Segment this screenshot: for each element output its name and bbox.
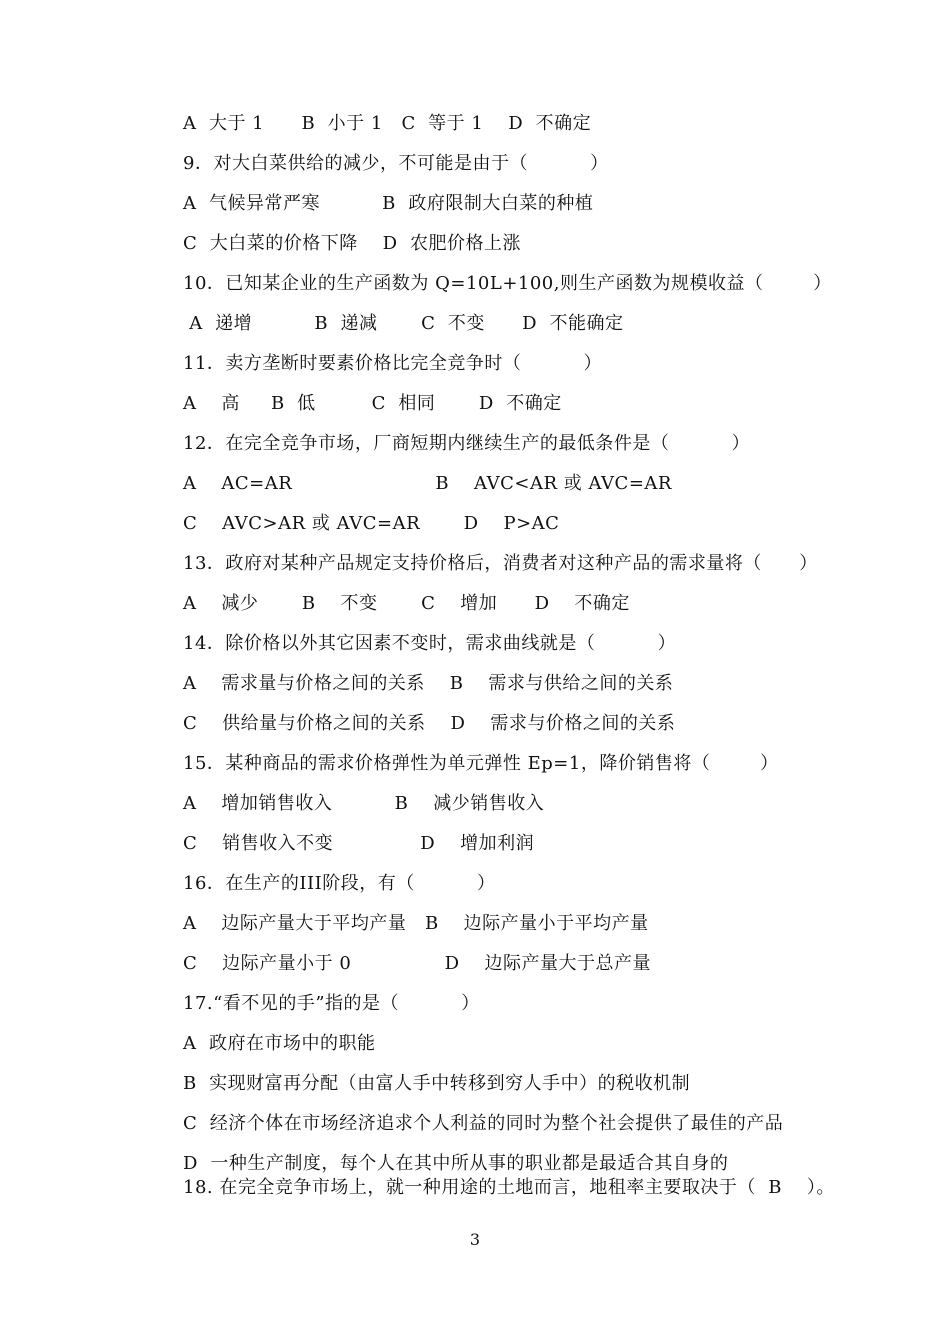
question-17: 17.“看不见的手”指的是（ ） xyxy=(183,993,480,1014)
option-line-14b: C 供给量与价格之间的关系 D 需求与价格之间的关系 xyxy=(183,713,676,734)
question-11: 11．卖方垄断时要素价格比完全竞争时（ ） xyxy=(183,353,603,374)
option-line-14a: A 需求量与价格之间的关系 B 需求与供给之间的关系 xyxy=(183,673,674,694)
option-17a: A 政府在市场中的职能 xyxy=(183,1033,376,1054)
option-line-9a: A 气候异常严寒 B 政府限制大白菜的种植 xyxy=(183,193,594,214)
option-line-10: A 递增 B 递减 C 不变 D 不能确定 xyxy=(183,313,624,334)
option-line-12b: C AVC>AR 或 AVC=AR D P>AC xyxy=(183,513,560,534)
question-13: 13．政府对某种产品规定支持价格后，消费者对这种产品的需求量将（ ） xyxy=(183,553,818,574)
option-line-8: A 大于 1 B 小于 1 C 等于 1 D 不确定 xyxy=(183,113,592,134)
option-line-11: A 高 B 低 C 相同 D 不确定 xyxy=(183,393,562,414)
option-line-16a: A 边际产量大于平均产量 B 边际产量小于平均产量 xyxy=(183,913,649,934)
option-line-12a: A AC=AR B AVC<AR 或 AVC=AR xyxy=(183,473,672,494)
question-9: 9．对大白菜供给的减少，不可能是由于（ ） xyxy=(183,153,609,174)
question-14: 14．除价格以外其它因素不变时，需求曲线就是（ ） xyxy=(183,633,677,654)
option-line-13: A 减少 B 不变 C 增加 D 不确定 xyxy=(183,593,630,614)
question-10: 10．已知某企业的生产函数为 Q=10L+100,则生产函数为规模收益（ ） xyxy=(183,273,832,294)
option-17d: D 一种生产制度，每个人在其中所从事的职业都是最适合其自身的 xyxy=(183,1153,729,1174)
question-12: 12．在完全竞争市场，厂商短期内继续生产的最低条件是（ ） xyxy=(183,433,751,454)
option-line-15b: C 销售收入不变 D 增加利润 xyxy=(183,833,535,854)
option-17c: C 经济个体在市场经济追求个人利益的同时为整个社会提供了最佳的产品 xyxy=(183,1113,784,1134)
question-16: 16．在生产的III阶段，有（ ） xyxy=(183,873,496,894)
page-number: 3 xyxy=(469,1230,481,1249)
option-line-15a: A 增加销售收入 B 减少销售收入 xyxy=(183,793,545,814)
option-line-16b: C 边际产量小于 0 D 边际产量大于总产量 xyxy=(183,953,651,974)
option-17b: B 实现财富再分配（由富人手中转移到穷人手中）的税收机制 xyxy=(183,1073,691,1094)
question-18: 18. 在完全竞争市场上，就一种用途的土地而言，地租率主要取决于（ B ）。 xyxy=(183,1177,835,1198)
option-line-9b: C 大白菜的价格下降 D 农肥价格上涨 xyxy=(183,233,521,254)
question-15: 15．某种商品的需求价格弹性为单元弹性 Ep=1，降价销售将（ ） xyxy=(183,753,779,774)
